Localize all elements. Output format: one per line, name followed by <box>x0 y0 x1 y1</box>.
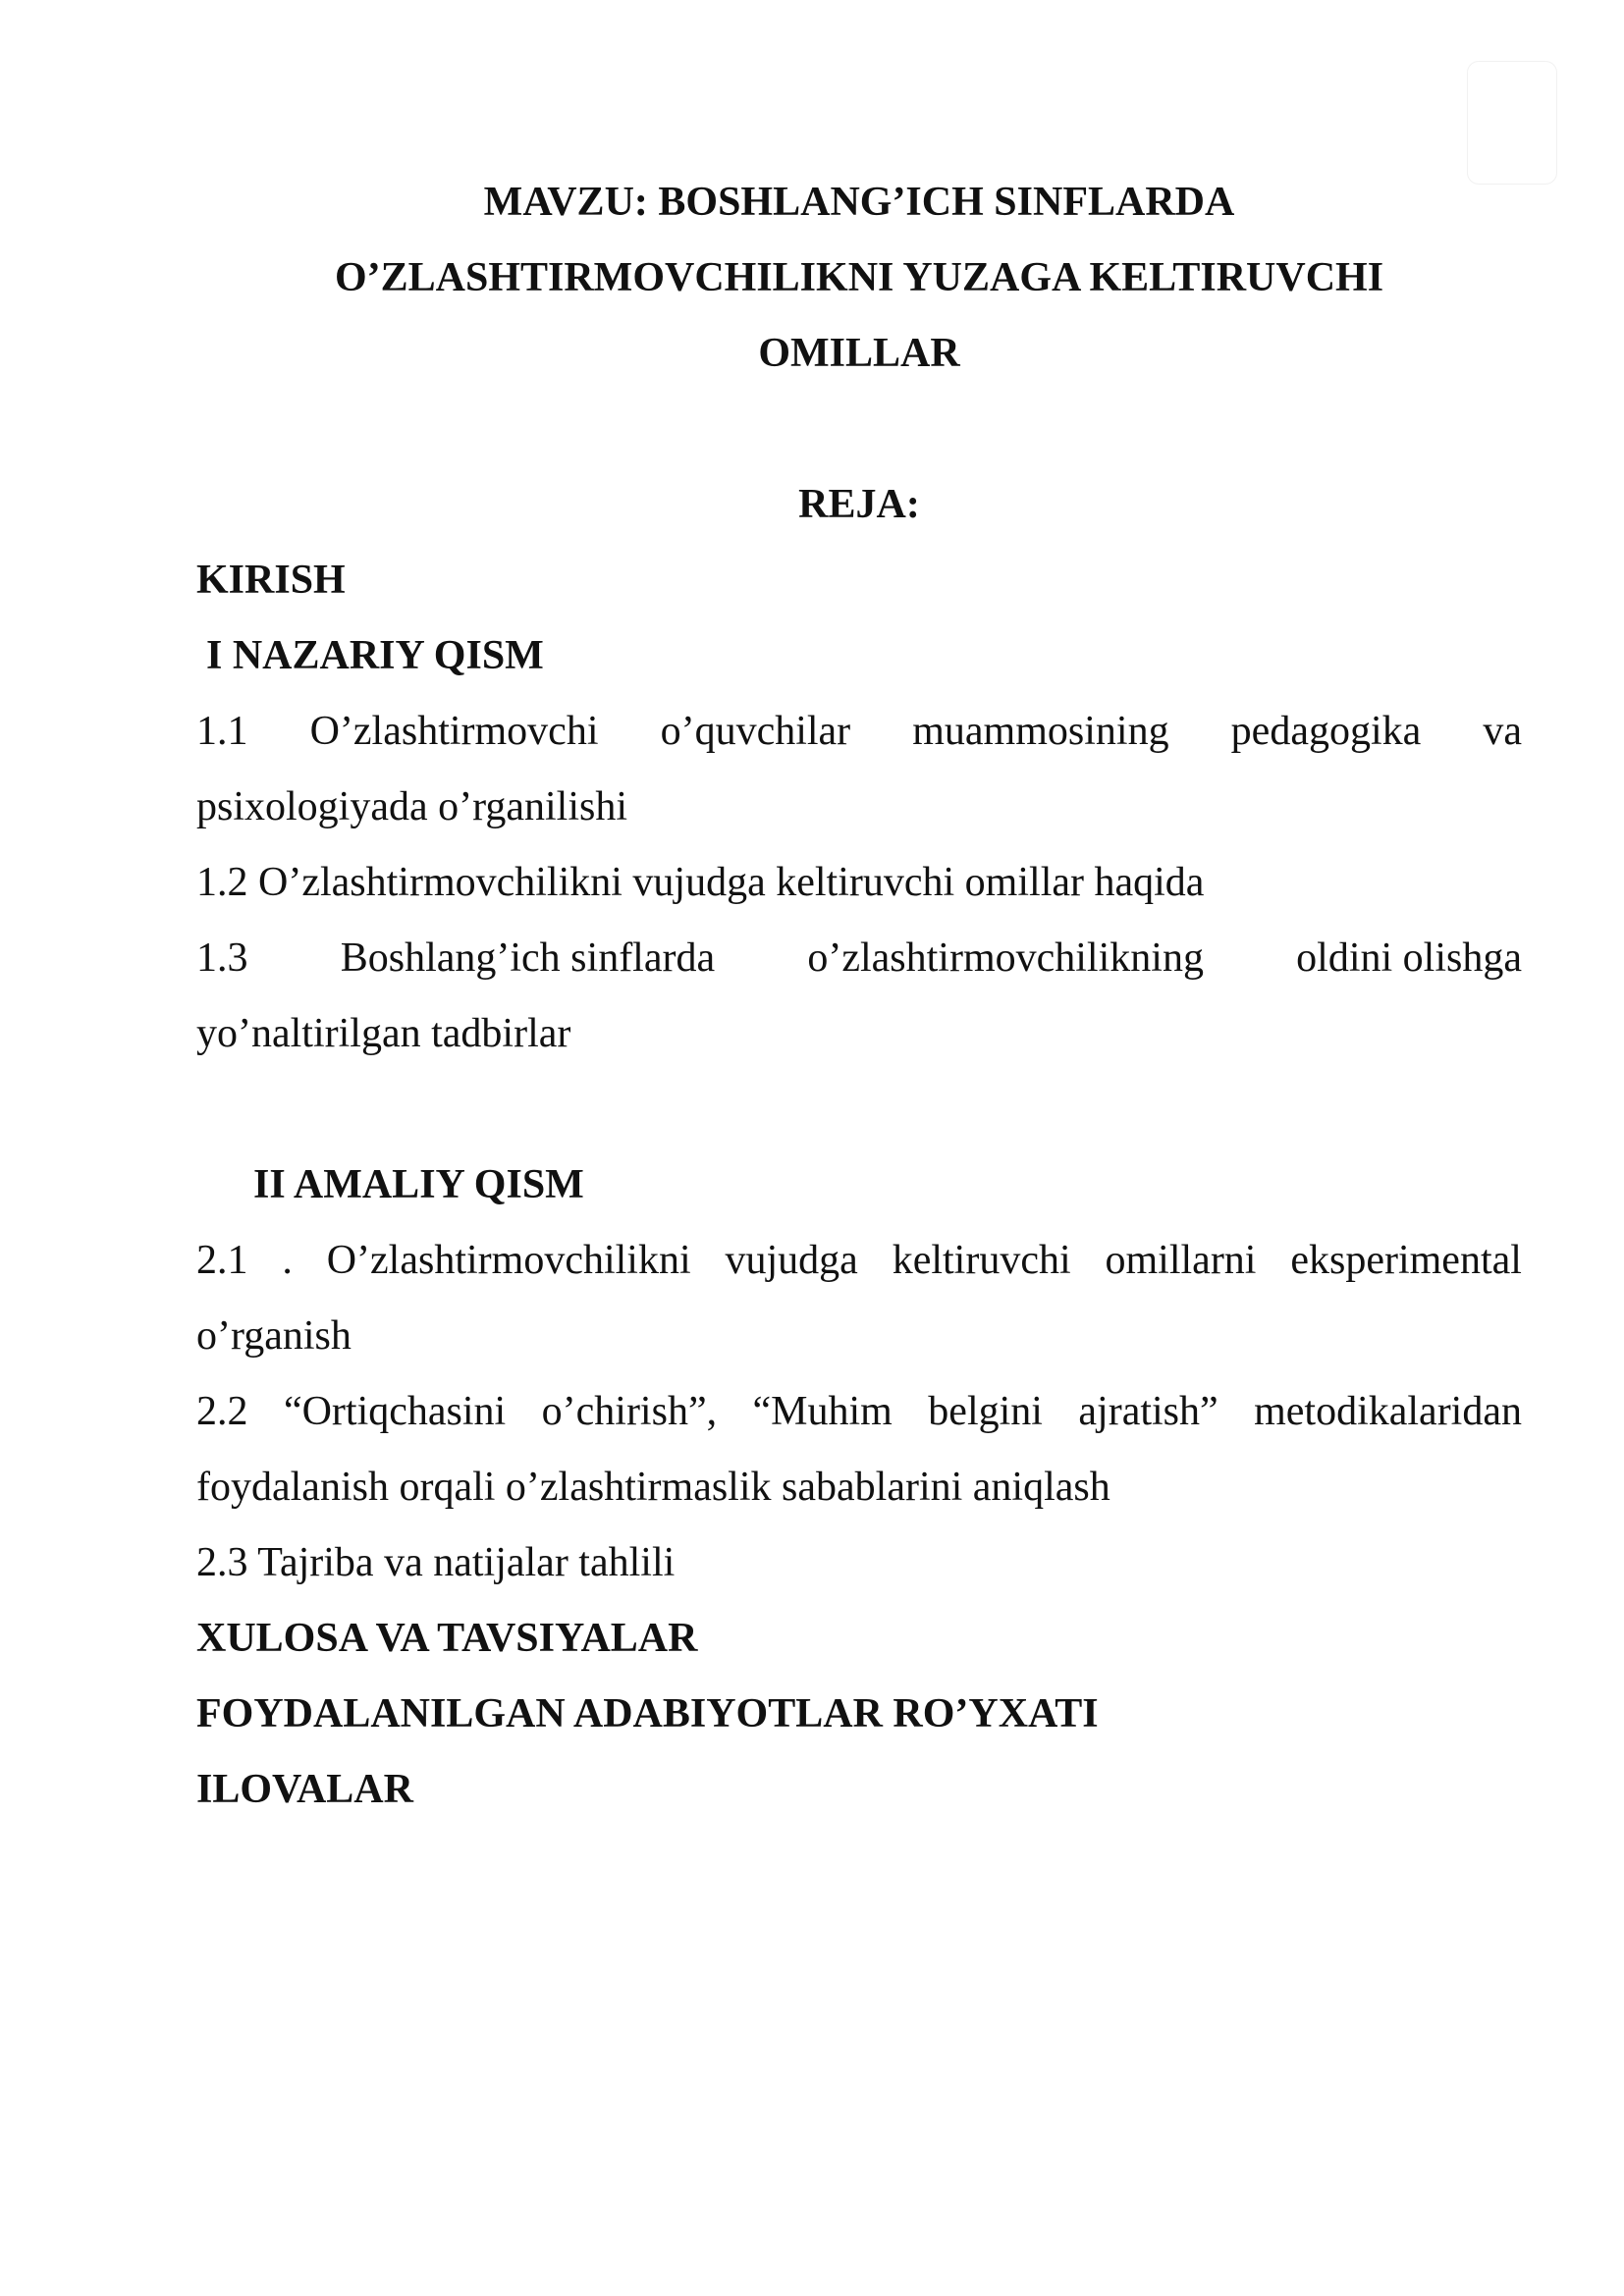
title-line-1: MAVZU: BOSHLANG’ICH SINFLARDA <box>483 180 1235 225</box>
title-line-3: OMILLAR <box>758 331 960 376</box>
item-2-2-line1 <box>196 1374 1522 1450</box>
item-2-1-word: 2.1 <box>196 1238 248 1283</box>
item-2-1-word: omillarni <box>1105 1238 1257 1283</box>
item-2-1-word: vujudga <box>725 1238 858 1283</box>
references-heading: FOYDALANILGAN ADABIYOTLAR RO’YXATI <box>196 1691 1099 1736</box>
item-2-2-word: belgini <box>928 1389 1043 1434</box>
item-1-1-word: muammosining <box>912 709 1169 754</box>
part1-heading: I NAZARIY QISM <box>206 633 544 678</box>
section-spacer <box>196 1072 1522 1148</box>
item-1-1-line1 <box>196 694 1522 770</box>
item-1-1-line2: psixologiyada o’rganilishi <box>196 784 628 829</box>
item-2-2-word: o’chirish”, <box>541 1389 718 1434</box>
item-2-2-word: ajratish” <box>1078 1389 1218 1434</box>
item-2-2-word: metodikalaridan <box>1254 1389 1522 1434</box>
item-1-3-word: o’zlashtirmovchilikning <box>807 935 1204 981</box>
item-2-2-word: 2.2 <box>196 1389 248 1434</box>
item-1-1-word: 1.1 <box>196 709 248 754</box>
plan-list <box>196 543 1522 1828</box>
appendices-heading: ILOVALAR <box>196 1767 413 1812</box>
item-1-3-line1 <box>196 921 1522 996</box>
plan-intro: KIRISH <box>196 558 346 603</box>
item-1-1-word: va <box>1483 709 1522 754</box>
document-title <box>196 165 1522 392</box>
item-1-1-word: o’quvchilar <box>660 709 851 754</box>
item-1-1-word: pedagogika <box>1230 709 1422 754</box>
title-line-2: O’ZLASHTIRMOVCHILIKNI YUZAGA KELTIRUVCHI <box>334 255 1384 300</box>
item-1-3-word: oldini olishga <box>1296 935 1522 981</box>
item-1-3-line2: yo’naltirilgan tadbirlar <box>196 1011 571 1056</box>
item-1-2: 1.2 O’zlashtirmovchilikni vujudga keltiruvchi omillar haqida <box>196 860 1205 905</box>
item-2-2-word: “Muhim <box>752 1389 893 1434</box>
item-2-1-word: keltiruvchi <box>892 1238 1071 1283</box>
item-2-1-word: . <box>282 1238 293 1283</box>
item-2-1-word: O’zlashtirmovchilikni <box>326 1238 691 1283</box>
item-2-3: 2.3 Tajriba va natijalar tahlili <box>196 1540 676 1585</box>
item-1-3-word: 1.3 <box>196 935 248 981</box>
item-2-2-word: “Ortiqchasini <box>283 1389 507 1434</box>
part2-heading: II AMALIY QISM <box>253 1162 584 1207</box>
item-2-1-word: eksperimental <box>1290 1238 1522 1283</box>
item-2-2-line2: foydalanish orqali o’zlashtirmaslik sabablarini aniqlash <box>196 1465 1110 1510</box>
item-2-1-line1 <box>196 1223 1522 1299</box>
conclusion-heading: XULOSA VA TAVSIYALAR <box>196 1616 698 1661</box>
item-1-3-word: Boshlang’ich sinflarda <box>340 935 716 981</box>
plan-heading: REJA: <box>798 482 920 527</box>
item-2-1-line2: o’rganish <box>196 1313 352 1359</box>
item-1-1-word: O’zlashtirmovchi <box>309 709 599 754</box>
